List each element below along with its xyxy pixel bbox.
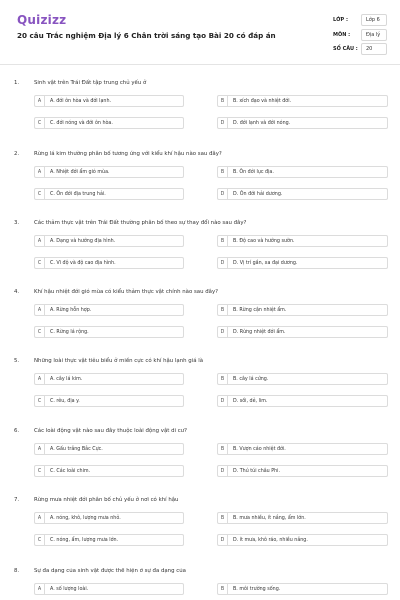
option-text: C. Vĩ độ và độ cao địa hình. xyxy=(50,261,116,266)
option-letter: D xyxy=(218,396,228,406)
option-text: A. Dạng và hướng địa hình. xyxy=(50,239,116,244)
option-letter: C xyxy=(35,535,45,545)
question-text: Sinh vật trên Trái Đất tập trung chủ yếu ở xyxy=(34,80,147,86)
option-a[interactable] xyxy=(34,373,184,385)
option-text: B. mưa nhiều, ít nắng, ẩm lớn. xyxy=(233,516,306,521)
question-number: 4. xyxy=(14,289,20,295)
question-text: Rừng lá kim thường phân bố tương ứng với kiểu khí hậu nào sau đây? xyxy=(34,151,222,157)
option-text: B. Ôn đới lục địa. xyxy=(233,170,274,175)
question-number: 3. xyxy=(14,220,20,226)
question-1 xyxy=(0,80,400,148)
option-b[interactable] xyxy=(217,304,388,316)
option-text: B. Vượn cáo nhiệt đới. xyxy=(233,447,286,452)
option-letter: A xyxy=(35,444,45,454)
option-text: D. sồi, dẻ, lim. xyxy=(233,399,268,404)
question-5 xyxy=(0,358,400,426)
question-7 xyxy=(0,497,400,565)
question-number: 1. xyxy=(14,80,20,86)
meta-grade xyxy=(330,14,388,27)
option-text: A. nóng, khô, lượng mưa nhỏ. xyxy=(50,516,121,521)
meta-label: LỚP : xyxy=(333,17,348,23)
option-text: A. Nhiệt đới ẩm gió mùa. xyxy=(50,170,110,175)
option-b[interactable] xyxy=(217,443,388,455)
option-c[interactable] xyxy=(34,117,184,129)
option-letter: A xyxy=(35,236,45,246)
option-a[interactable] xyxy=(34,583,184,595)
option-text: D. Ôn đới hải dương. xyxy=(233,192,283,197)
option-a[interactable] xyxy=(34,166,184,178)
option-letter: A xyxy=(35,305,45,315)
question-8 xyxy=(0,568,400,600)
option-a[interactable] xyxy=(34,443,184,455)
option-letter: D xyxy=(218,535,228,545)
option-text: C. rêu, địa y. xyxy=(50,399,80,404)
option-letter: C xyxy=(35,118,45,128)
option-letter: A xyxy=(35,167,45,177)
option-letter: C xyxy=(35,466,45,476)
option-text: A. Rừng hỗn hợp. xyxy=(50,308,92,313)
option-c[interactable] xyxy=(34,326,184,338)
option-d[interactable] xyxy=(217,395,388,407)
option-b[interactable] xyxy=(217,235,388,247)
option-letter: C xyxy=(35,189,45,199)
option-letter: A xyxy=(35,374,45,384)
question-text: Rừng mưa nhiệt đới phân bố chủ yếu ở nơi có khí hậu xyxy=(34,497,179,503)
option-text: C. Rừng lá rộng. xyxy=(50,330,89,335)
meta-question-count xyxy=(330,43,388,56)
option-text: D. Vị trí gần, xa đại dương. xyxy=(233,261,298,266)
option-letter: C xyxy=(35,327,45,337)
meta-label: SỐ CÂU : xyxy=(333,46,358,52)
meta-value: Địa lý xyxy=(366,32,381,38)
option-text: C. Ôn đới địa trung hải. xyxy=(50,192,106,197)
option-text: C. Các loài chim. xyxy=(50,469,91,474)
question-number: 5. xyxy=(14,358,20,364)
quizizz-logo: Quizizz xyxy=(17,13,67,27)
question-text: Khí hậu nhiệt đới gió mùa có kiểu thảm thực vật chính nào sau đây? xyxy=(34,289,218,295)
question-number: 7. xyxy=(14,497,20,503)
option-text: B. xích đạo và nhiệt đới. xyxy=(233,99,292,104)
option-b[interactable] xyxy=(217,512,388,524)
option-letter: C xyxy=(35,258,45,268)
option-letter: A xyxy=(35,96,45,106)
option-text: A. cây lá kim. xyxy=(50,377,83,382)
option-text: B. Rừng cận nhiệt ẩm. xyxy=(233,308,287,313)
option-letter: B xyxy=(218,444,228,454)
option-letter: A xyxy=(35,513,45,523)
option-letter: A xyxy=(35,584,45,594)
question-text: Những loài thực vật tiêu biểu ở miền cực có khí hậu lạnh giá là xyxy=(34,358,204,364)
option-c[interactable] xyxy=(34,257,184,269)
question-number: 6. xyxy=(14,428,20,434)
meta-label: MÔN : xyxy=(333,32,351,38)
option-b[interactable] xyxy=(217,166,388,178)
option-letter: B xyxy=(218,167,228,177)
question-number: 2. xyxy=(14,151,20,157)
option-letter: D xyxy=(218,466,228,476)
option-c[interactable] xyxy=(34,465,184,477)
option-text: A. Gấu trắng Bắc Cực. xyxy=(50,447,103,452)
option-text: D. đới lạnh và đới nóng. xyxy=(233,121,291,126)
option-letter: B xyxy=(218,584,228,594)
question-3 xyxy=(0,220,400,288)
option-d[interactable] xyxy=(217,465,388,477)
question-number: 8. xyxy=(14,568,20,574)
option-a[interactable] xyxy=(34,304,184,316)
option-letter: D xyxy=(218,118,228,128)
option-b[interactable] xyxy=(217,373,388,385)
option-text: C. đới nóng và đới ôn hòa. xyxy=(50,121,113,126)
option-c[interactable] xyxy=(34,188,184,200)
option-letter: D xyxy=(218,189,228,199)
option-d[interactable] xyxy=(217,326,388,338)
option-letter: D xyxy=(218,258,228,268)
meta-value: Lớp 6 xyxy=(366,17,380,23)
question-2 xyxy=(0,151,400,219)
question-text: Sự đa dạng của sinh vật được thể hiện ở sự đa dạng của xyxy=(34,568,186,574)
question-6 xyxy=(0,428,400,496)
option-a[interactable] xyxy=(34,235,184,247)
option-b[interactable] xyxy=(217,583,388,595)
option-text: D. Thú túi châu Phi. xyxy=(233,469,281,474)
option-text: A. số lượng loài. xyxy=(50,587,89,592)
option-text: B. Độ cao và hướng sườn. xyxy=(233,239,295,244)
meta-subject xyxy=(330,29,388,42)
option-a[interactable] xyxy=(34,512,184,524)
option-letter: B xyxy=(218,236,228,246)
option-a[interactable] xyxy=(34,95,184,107)
option-text: D. Rừng nhiệt đới ẩm. xyxy=(233,330,286,335)
option-c[interactable] xyxy=(34,395,184,407)
option-letter: B xyxy=(218,305,228,315)
question-4 xyxy=(0,289,400,357)
header-divider xyxy=(0,64,400,65)
option-text: C. nóng, ẩm, lượng mưa lớn. xyxy=(50,538,119,543)
option-text: D. ít mưa, khô ráo, nhiều nắng. xyxy=(233,538,308,543)
question-text: Các loài động vật nào sau đây thuộc loài động vật di cư? xyxy=(34,428,187,434)
option-letter: B xyxy=(218,96,228,106)
question-text: Các thảm thực vật trên Trái Đất thường phân bố theo sự thay đổi nào sau đây? xyxy=(34,220,247,226)
meta-value: 20 xyxy=(366,46,373,52)
option-b[interactable] xyxy=(217,95,388,107)
option-text: B. cây lá cứng. xyxy=(233,377,269,382)
option-d[interactable] xyxy=(217,534,388,546)
option-d[interactable] xyxy=(217,257,388,269)
page-title: 20 câu Trắc nghiệm Địa lý 6 Chân trời sáng tạo Bài 20 có đáp án xyxy=(17,31,276,40)
option-letter: B xyxy=(218,513,228,523)
meta-value-box xyxy=(361,43,387,55)
option-text: B. môi trường sống. xyxy=(233,587,281,592)
option-d[interactable] xyxy=(217,117,388,129)
option-letter: D xyxy=(218,327,228,337)
option-letter: C xyxy=(35,396,45,406)
option-c[interactable] xyxy=(34,534,184,546)
option-letter: B xyxy=(218,374,228,384)
option-d[interactable] xyxy=(217,188,388,200)
option-text: A. đới ôn hòa và đới lạnh. xyxy=(50,99,112,104)
